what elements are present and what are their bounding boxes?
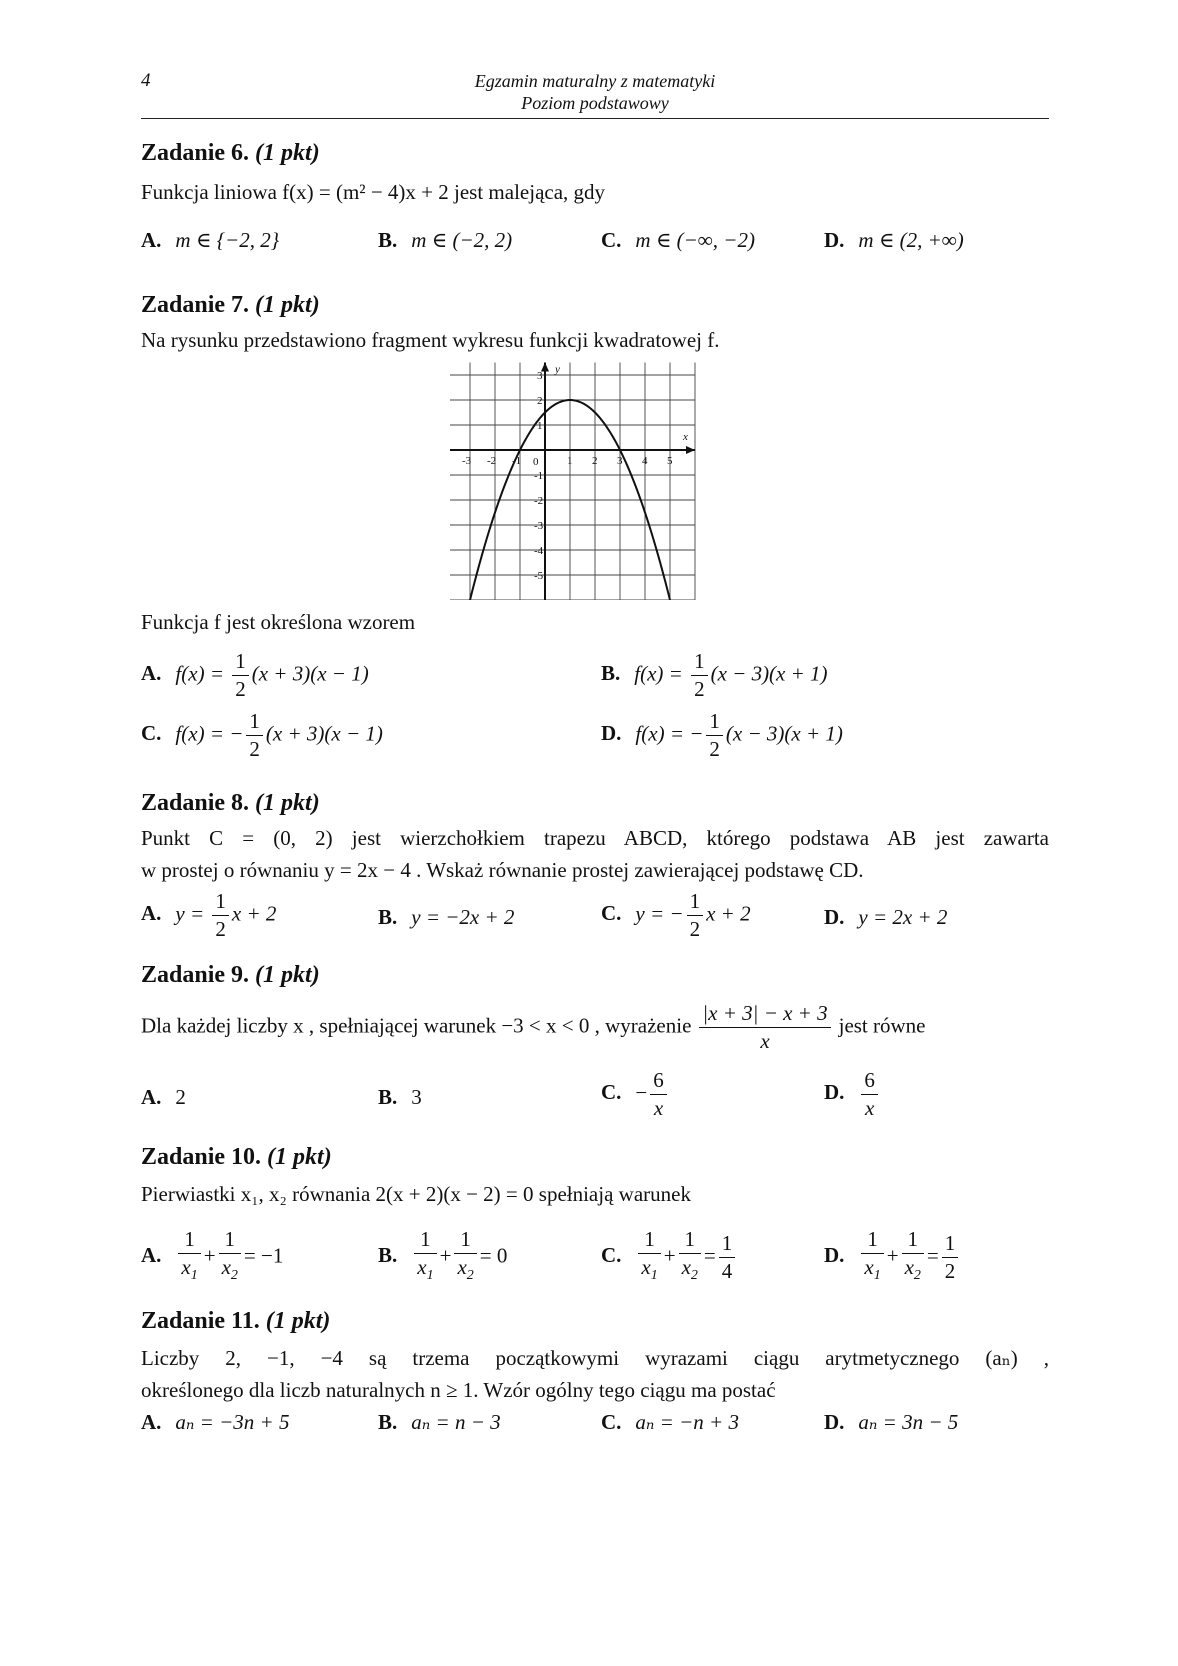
task-7-answer-c: C. f(x) = − $\frac{1}{2}$ (x + 3)(x − 1) [141, 709, 383, 761]
task-9-prompt: Dla każdej liczby x , spełniającej warunek −3 < x < 0 , wyrażenie $\frac{|x + 3| - x + 3}{x}$ jest równe [141, 1001, 926, 1053]
y-tick-label: 3 [537, 370, 543, 382]
task-9-heading: Zadanie 9. (1 pkt) [141, 962, 320, 988]
task-8-answer-a: A. y = $\frac{1}{2}$ x + 2 [141, 889, 277, 941]
quadratic-graph [450, 360, 730, 600]
x-tick-label: 5 [667, 455, 673, 467]
task-6-answer-c: C. m ∈ (−∞, −2) [601, 228, 755, 252]
task-8-heading: Zadanie 8. (1 pkt) [141, 790, 320, 816]
task-6-heading: Zadanie 6. (1 pkt) [141, 140, 320, 166]
page-number: 4 [141, 70, 151, 91]
x-tick-label: -3 [462, 455, 472, 467]
task-7-prompt: Na rysunku przedstawiono fragment wykresu funkcji kwadratowej f. [141, 328, 720, 352]
origin-label: 0 [533, 456, 539, 468]
task-6-answer-b: B. m ∈ (−2, 2) [378, 228, 513, 252]
y-tick-label: 2 [537, 395, 543, 407]
exam-level: Poziom podstawowy [521, 93, 669, 113]
task-6-answer-d: D. m ∈ (2, +∞) [824, 228, 964, 252]
task-9-answer-a: A. 2 [141, 1085, 186, 1109]
x-tick-label: 3 [617, 455, 623, 467]
task-8-answer-b: B. y = −2x + 2 [378, 905, 515, 929]
task-11-prompt-line-2: określonego dla liczb naturalnych n ≥ 1. Wzór ogólny tego ciągu ma postać [141, 1378, 776, 1402]
task-8-prompt-line-1: Punkt C = (0, 2) jest wierzchołkiem trapezu ABCD, którego podstawa AB jest zawarta [141, 826, 1049, 850]
task-10-answer-b: B. $\frac{1}{x_1}$ + $\frac{1}{x_2}$ = 0 [378, 1227, 508, 1284]
task-11-heading: Zadanie 11. (1 pkt) [141, 1308, 331, 1334]
x-tick-label: 4 [642, 455, 648, 467]
task-11-answer-b: B. aₙ = n − 3 [378, 1410, 501, 1434]
task-8-answer-c: C. y = − $\frac{1}{2}$ x + 2 [601, 889, 751, 941]
y-tick-label: -2 [534, 495, 544, 507]
task-9-answer-d: D. $\frac{6}{x}$ [824, 1067, 881, 1122]
task-9-answer-b: B. 3 [378, 1085, 422, 1109]
task-7-answer-d: D. f(x) = − $\frac{1}{2}$ (x − 3)(x + 1) [601, 709, 843, 761]
x-tick-label: 2 [592, 455, 598, 467]
task-7-answer-b: B. f(x) = $\frac{1}{2}$ (x − 3)(x + 1) [601, 649, 828, 701]
exam-title: Egzamin maturalny z matematyki [474, 71, 716, 91]
task-7-formula-intro: Funkcja f jest określona wzorem [141, 610, 416, 634]
task-8-answer-d: D. y = 2x + 2 [824, 905, 948, 929]
task-8-prompt-line-2: w prostej o równaniu y = 2x − 4 . Wskaż równanie prostej zawierającej podstawę CD. [141, 858, 864, 882]
task-11-prompt-line-1: Liczby 2, −1, −4 są trzema początkowymi wyrazami ciągu arytmetycznego (aₙ) , [141, 1346, 1049, 1370]
x-tick-label: -2 [487, 455, 497, 467]
y-tick-label: 1 [537, 420, 543, 432]
task-11-answer-d: D. aₙ = 3n − 5 [824, 1410, 959, 1434]
y-tick-label: -3 [534, 520, 544, 532]
y-axis-label: y [555, 363, 560, 376]
task-6-prompt: Funkcja liniowa f(x) = (m² − 4)x + 2 jest malejąca, gdy [141, 180, 606, 204]
y-tick-label: -4 [534, 545, 544, 557]
task-7-answer-a: A. f(x) = $\frac{1}{2}$ (x + 3)(x − 1) [141, 649, 369, 701]
x-axis-arrow [686, 446, 695, 454]
graph-grid [450, 363, 695, 601]
y-tick-label: -1 [534, 470, 544, 482]
task-7-heading: Zadanie 7. (1 pkt) [141, 292, 320, 318]
x-tick-label: 1 [567, 455, 573, 467]
task-10-answer-d: D. $\frac{1}{x_1}$ + $\frac{1}{x_2}$ = $\frac{1}{2}$ [824, 1226, 961, 1289]
graph-axes [450, 363, 695, 601]
task-11-answer-c: C. aₙ = −n + 3 [601, 1410, 739, 1434]
task-10-heading: Zadanie 10. (1 pkt) [141, 1144, 332, 1170]
task-6-answer-a: A. m ∈ {−2, 2} [141, 228, 280, 252]
task-10-answer-c: C. $\frac{1}{x_1}$ + $\frac{1}{x_2}$ = $\frac{1}{4}$ [601, 1226, 738, 1289]
task-10-prompt: Pierwiastki x₁, x₂ równania 2(x + 2)(x − 2) = 0 spełniają warunek [141, 1182, 691, 1206]
task-9-answer-c: C. − $\frac{6}{x}$ [601, 1067, 670, 1122]
y-tick-label: -5 [534, 570, 544, 582]
page-header [141, 70, 1049, 119]
task-11-answer-a: A. aₙ = −3n + 5 [141, 1410, 290, 1434]
task-10-answer-a: A. $\frac{1}{x_1}$ + $\frac{1}{x_2}$ = −1 [141, 1227, 284, 1284]
x-tick-label: -1 [512, 455, 522, 467]
x-axis-label: x [683, 431, 688, 443]
